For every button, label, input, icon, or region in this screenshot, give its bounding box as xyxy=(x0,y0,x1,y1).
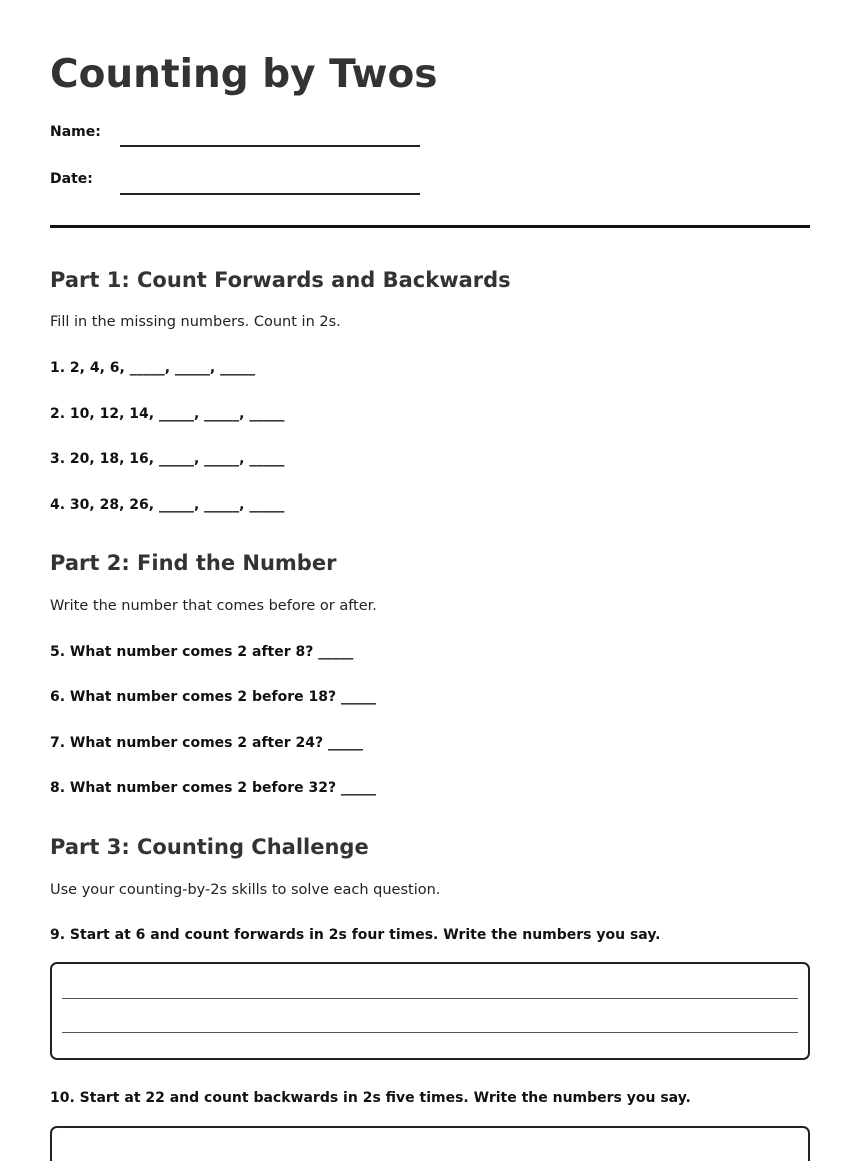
name-label: Name: xyxy=(50,124,101,140)
question-9: 9. Start at 6 and count forwards in 2s four times. Write the numbers you say. xyxy=(50,927,661,943)
answer-box-10[interactable] xyxy=(50,1126,810,1161)
question-6: 6. What number comes 2 before 18? _____ xyxy=(50,689,376,705)
part3-instruction: Use your counting-by-2s skills to solve each question. xyxy=(50,882,441,898)
name-field xyxy=(50,122,810,142)
answer-box-9[interactable] xyxy=(50,962,810,1060)
date-write-line[interactable] xyxy=(120,193,420,195)
question-4: 4. 30, 28, 26, _____, _____, _____ xyxy=(50,496,285,513)
question-3: 3. 20, 18, 16, _____, _____, _____ xyxy=(50,451,285,467)
question-8: 8. What number comes 2 before 32? _____ xyxy=(50,780,376,796)
date-field xyxy=(50,169,810,189)
question-1: 1. 2, 4, 6, _____, _____, _____ xyxy=(50,360,256,376)
question-2: 2. 10, 12, 14, _____, _____, _____ xyxy=(50,405,285,422)
name-write-line[interactable] xyxy=(120,145,420,147)
header-divider xyxy=(50,225,810,228)
question-5: 5. What number comes 2 after 8? _____ xyxy=(50,643,354,660)
part3-heading: Part 3: Counting Challenge xyxy=(50,835,369,859)
answer-line xyxy=(62,998,798,999)
question-7: 7. What number comes 2 after 24? _____ xyxy=(50,734,363,751)
part2-heading: Part 2: Find the Number xyxy=(50,550,337,575)
part2-instruction: Write the number that comes before or after. xyxy=(50,597,377,614)
question-10: 10. Start at 22 and count backwards in 2s five times. Write the numbers you say. xyxy=(50,1090,691,1106)
part1-heading: Part 1: Count Forwards and Backwards xyxy=(50,268,511,292)
worksheet-title: Counting by Twos xyxy=(50,52,438,97)
part1-instruction: Fill in the missing numbers. Count in 2s. xyxy=(50,314,341,330)
answer-line xyxy=(62,1032,798,1033)
date-label: Date: xyxy=(50,171,93,187)
